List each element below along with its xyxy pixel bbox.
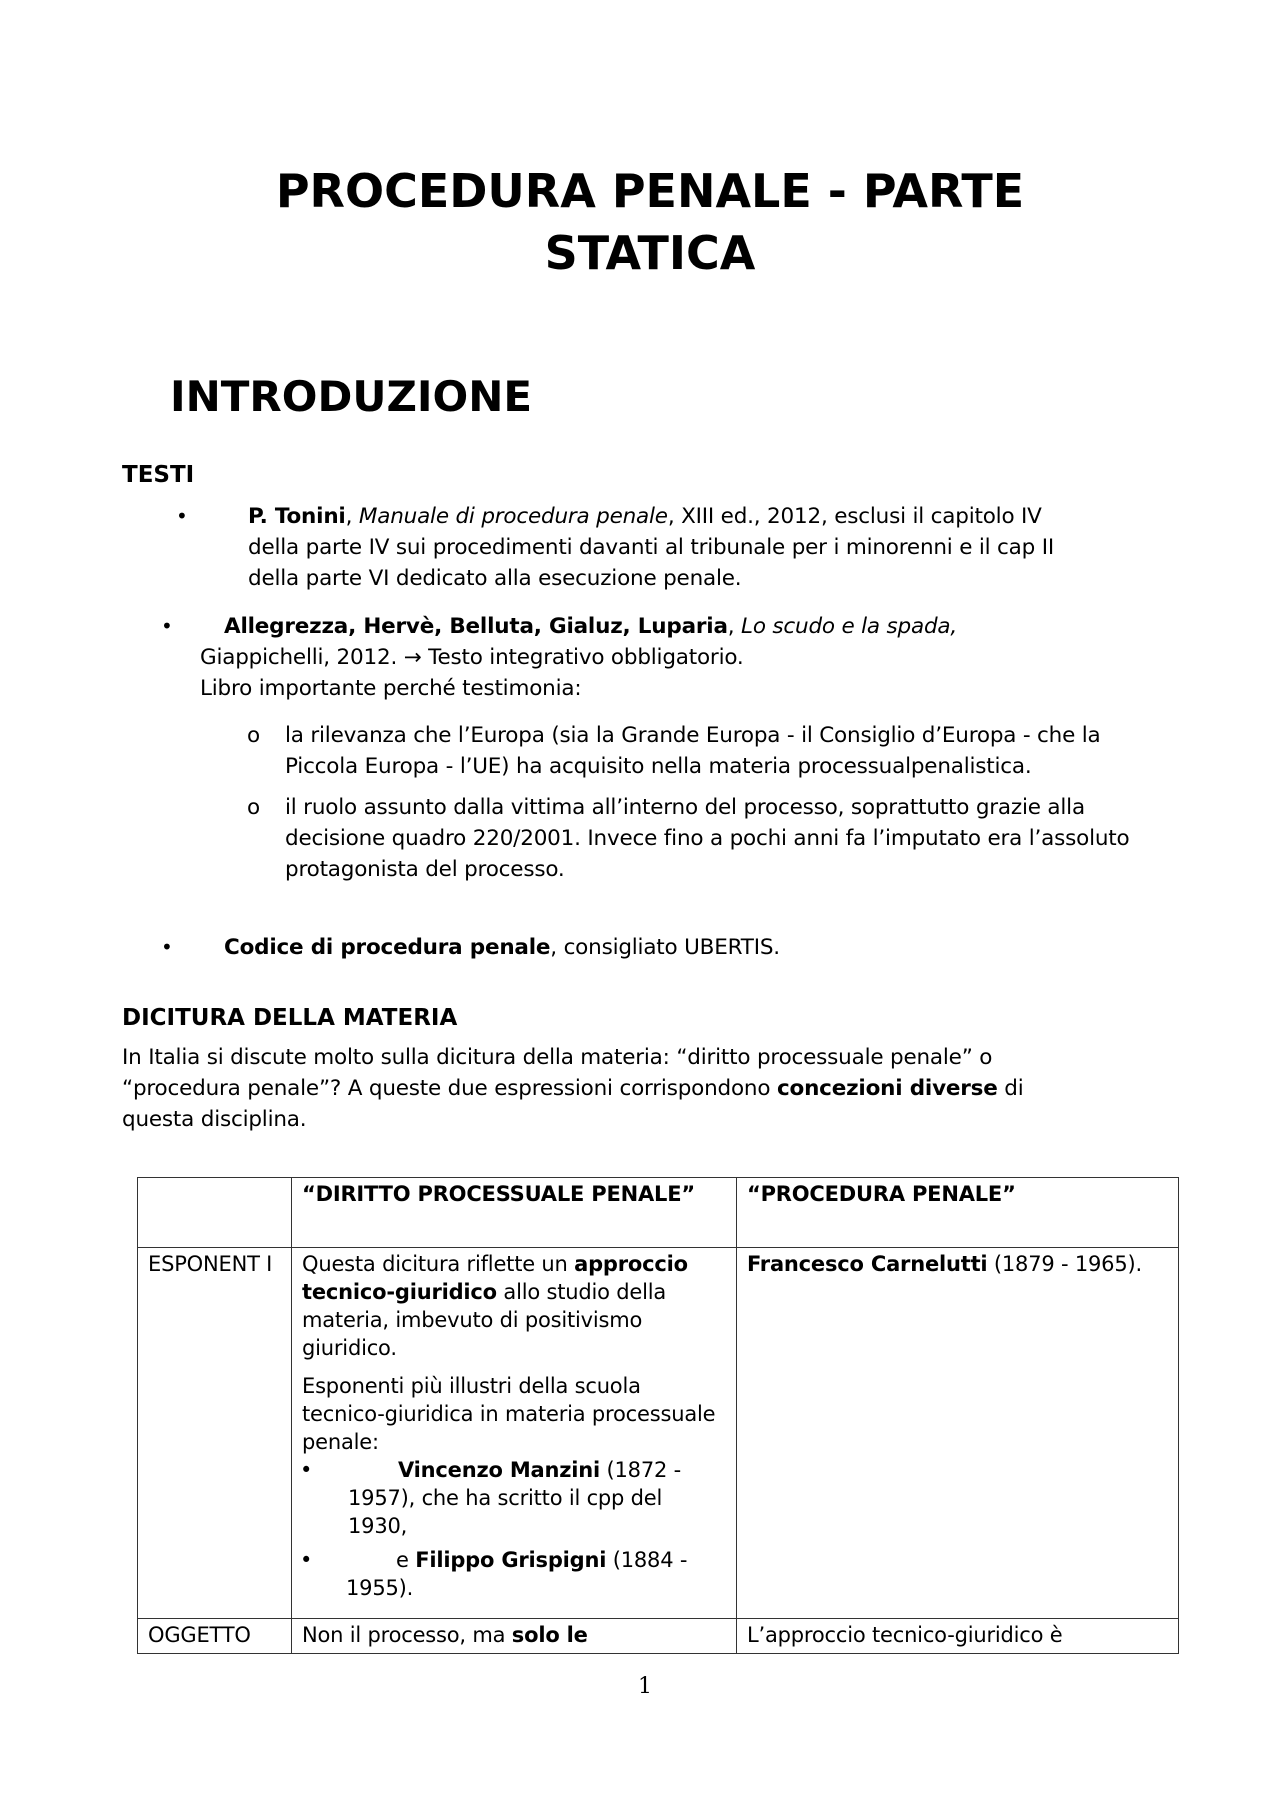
header-cell: “DIRITTO PROCESSUALE PENALE” [292, 1178, 737, 1248]
text: e [396, 1548, 416, 1572]
sub-list-item [247, 720, 1165, 782]
table-cell: L’approccio tecnico-giuridico è [737, 1619, 1179, 1654]
testi-heading: TESTI [122, 462, 195, 488]
text: Esponenti più illustri della scuola tecnico-giuridica in materia processuale penale: [302, 1374, 716, 1454]
list-item [161, 932, 780, 963]
text: Non il processo, ma [302, 1623, 512, 1647]
list-item: • P. Tonini, Manuale di procedura penale, XIII ed., 2012, esclusi il capitolo IV della parte IV sui procedimenti davanti al tribunale per i minorenni e il cap II della parte VI dedicato alla esecuzione penale. [176, 504, 1055, 591]
text-bold: concezioni diverse [776, 1076, 998, 1101]
row-label: OGGETTO [138, 1619, 292, 1654]
page-number: 1 [638, 1674, 652, 1699]
author: P. Tonini [248, 504, 346, 529]
header-cell [138, 1178, 292, 1248]
list-item [302, 1546, 726, 1602]
sub-item-text: il ruolo assunto dalla vittima all’interno del processo, soprattutto grazie alla decisione quadro 220/2001. Invece fino a pochi anni fa l’imputato era l’assoluto protagonista del processo. [285, 795, 1130, 882]
book-title: Manuale di procedura penale [358, 504, 668, 529]
bullet-icon: • [161, 614, 173, 638]
text-bold: solo le [511, 1623, 588, 1647]
item-text: Giappichelli, 2012. → Testo integrativo obbligatorio. [200, 645, 744, 670]
text: (1879 - 1965). [987, 1252, 1142, 1276]
bullet-icon: • [300, 1458, 313, 1482]
list-item [302, 1456, 726, 1540]
circle-bullet-icon: o [247, 723, 260, 748]
sep: , [727, 614, 742, 639]
comparison-table [137, 1177, 1179, 1654]
title-line-1: PROCEDURA PENALE - PARTE [275, 164, 1025, 218]
item-text: Libro importante perché testimonia: [200, 676, 582, 701]
item-bold: Codice di procedura penale [224, 935, 551, 960]
row-label: ESPONENT I [138, 1248, 292, 1619]
table-cell [737, 1248, 1179, 1619]
title-line-2: STATICA [544, 226, 756, 280]
table-row [138, 1619, 1179, 1654]
sub-list-item [247, 792, 1165, 885]
sub-item-text: la rilevanza che l’Europa (sia la Grande Europa - il Consiglio d’Europa - che la Piccola Europa - l’UE) ha acquisito nella materia processualpenalistica. [285, 723, 1101, 779]
bullet-icon: • [161, 935, 173, 959]
text: di questa disciplina. [122, 1076, 1024, 1132]
dicitura-paragraph [122, 1042, 1082, 1135]
table-row [138, 1248, 1179, 1619]
cell-list [302, 1456, 726, 1602]
book-title: Lo scudo e la spada, [741, 614, 958, 639]
sub-list [247, 720, 1165, 885]
section-heading: INTRODUZIONE [170, 372, 533, 421]
sep: , [345, 504, 359, 529]
text-bold: Francesco Carnelutti [747, 1252, 988, 1276]
text: (1872 - 1957), che ha scritto il cpp del 1930, [348, 1458, 681, 1538]
item-text: , XIII ed., 2012, esclusi il capitolo IV della parte IV sui procedimenti davanti al tribunale per i minorenni e il cap II della parte VI dedicato alla esecuzione penale. [248, 504, 1055, 591]
table-cell [292, 1248, 737, 1619]
table-cell [292, 1619, 737, 1654]
document-title [150, 160, 1150, 284]
testi-list [176, 501, 1080, 594]
text: Questa dicitura riflette un [302, 1252, 575, 1276]
item-text: , consigliato UBERTIS. [550, 935, 780, 960]
text-bold: Vincenzo Manzini [398, 1458, 601, 1482]
dicitura-heading: DICITURA DELLA MATERIA [122, 1005, 458, 1031]
circle-bullet-icon: o [247, 795, 260, 820]
author: Allegrezza, Hervè, Belluta, Gialuz, Luparia [224, 614, 728, 639]
text-bold: approccio tecnico-giuridico [302, 1252, 688, 1304]
header-cell: “PROCEDURA PENALE” [737, 1178, 1179, 1248]
table-header-row [138, 1178, 1179, 1248]
list-item [161, 611, 1160, 704]
text: allo studio della materia, imbevuto di positivismo giuridico. [302, 1280, 667, 1360]
text: (1884 - 1955). [346, 1548, 688, 1600]
text: In Italia si discute molto sulla dicitura della materia: “diritto processuale penale” o “procedura penale”? A queste due espressioni corrispondono [122, 1045, 993, 1101]
text-bold: Filippo Grispigni [415, 1548, 607, 1572]
bullet-icon: • [300, 1548, 313, 1572]
